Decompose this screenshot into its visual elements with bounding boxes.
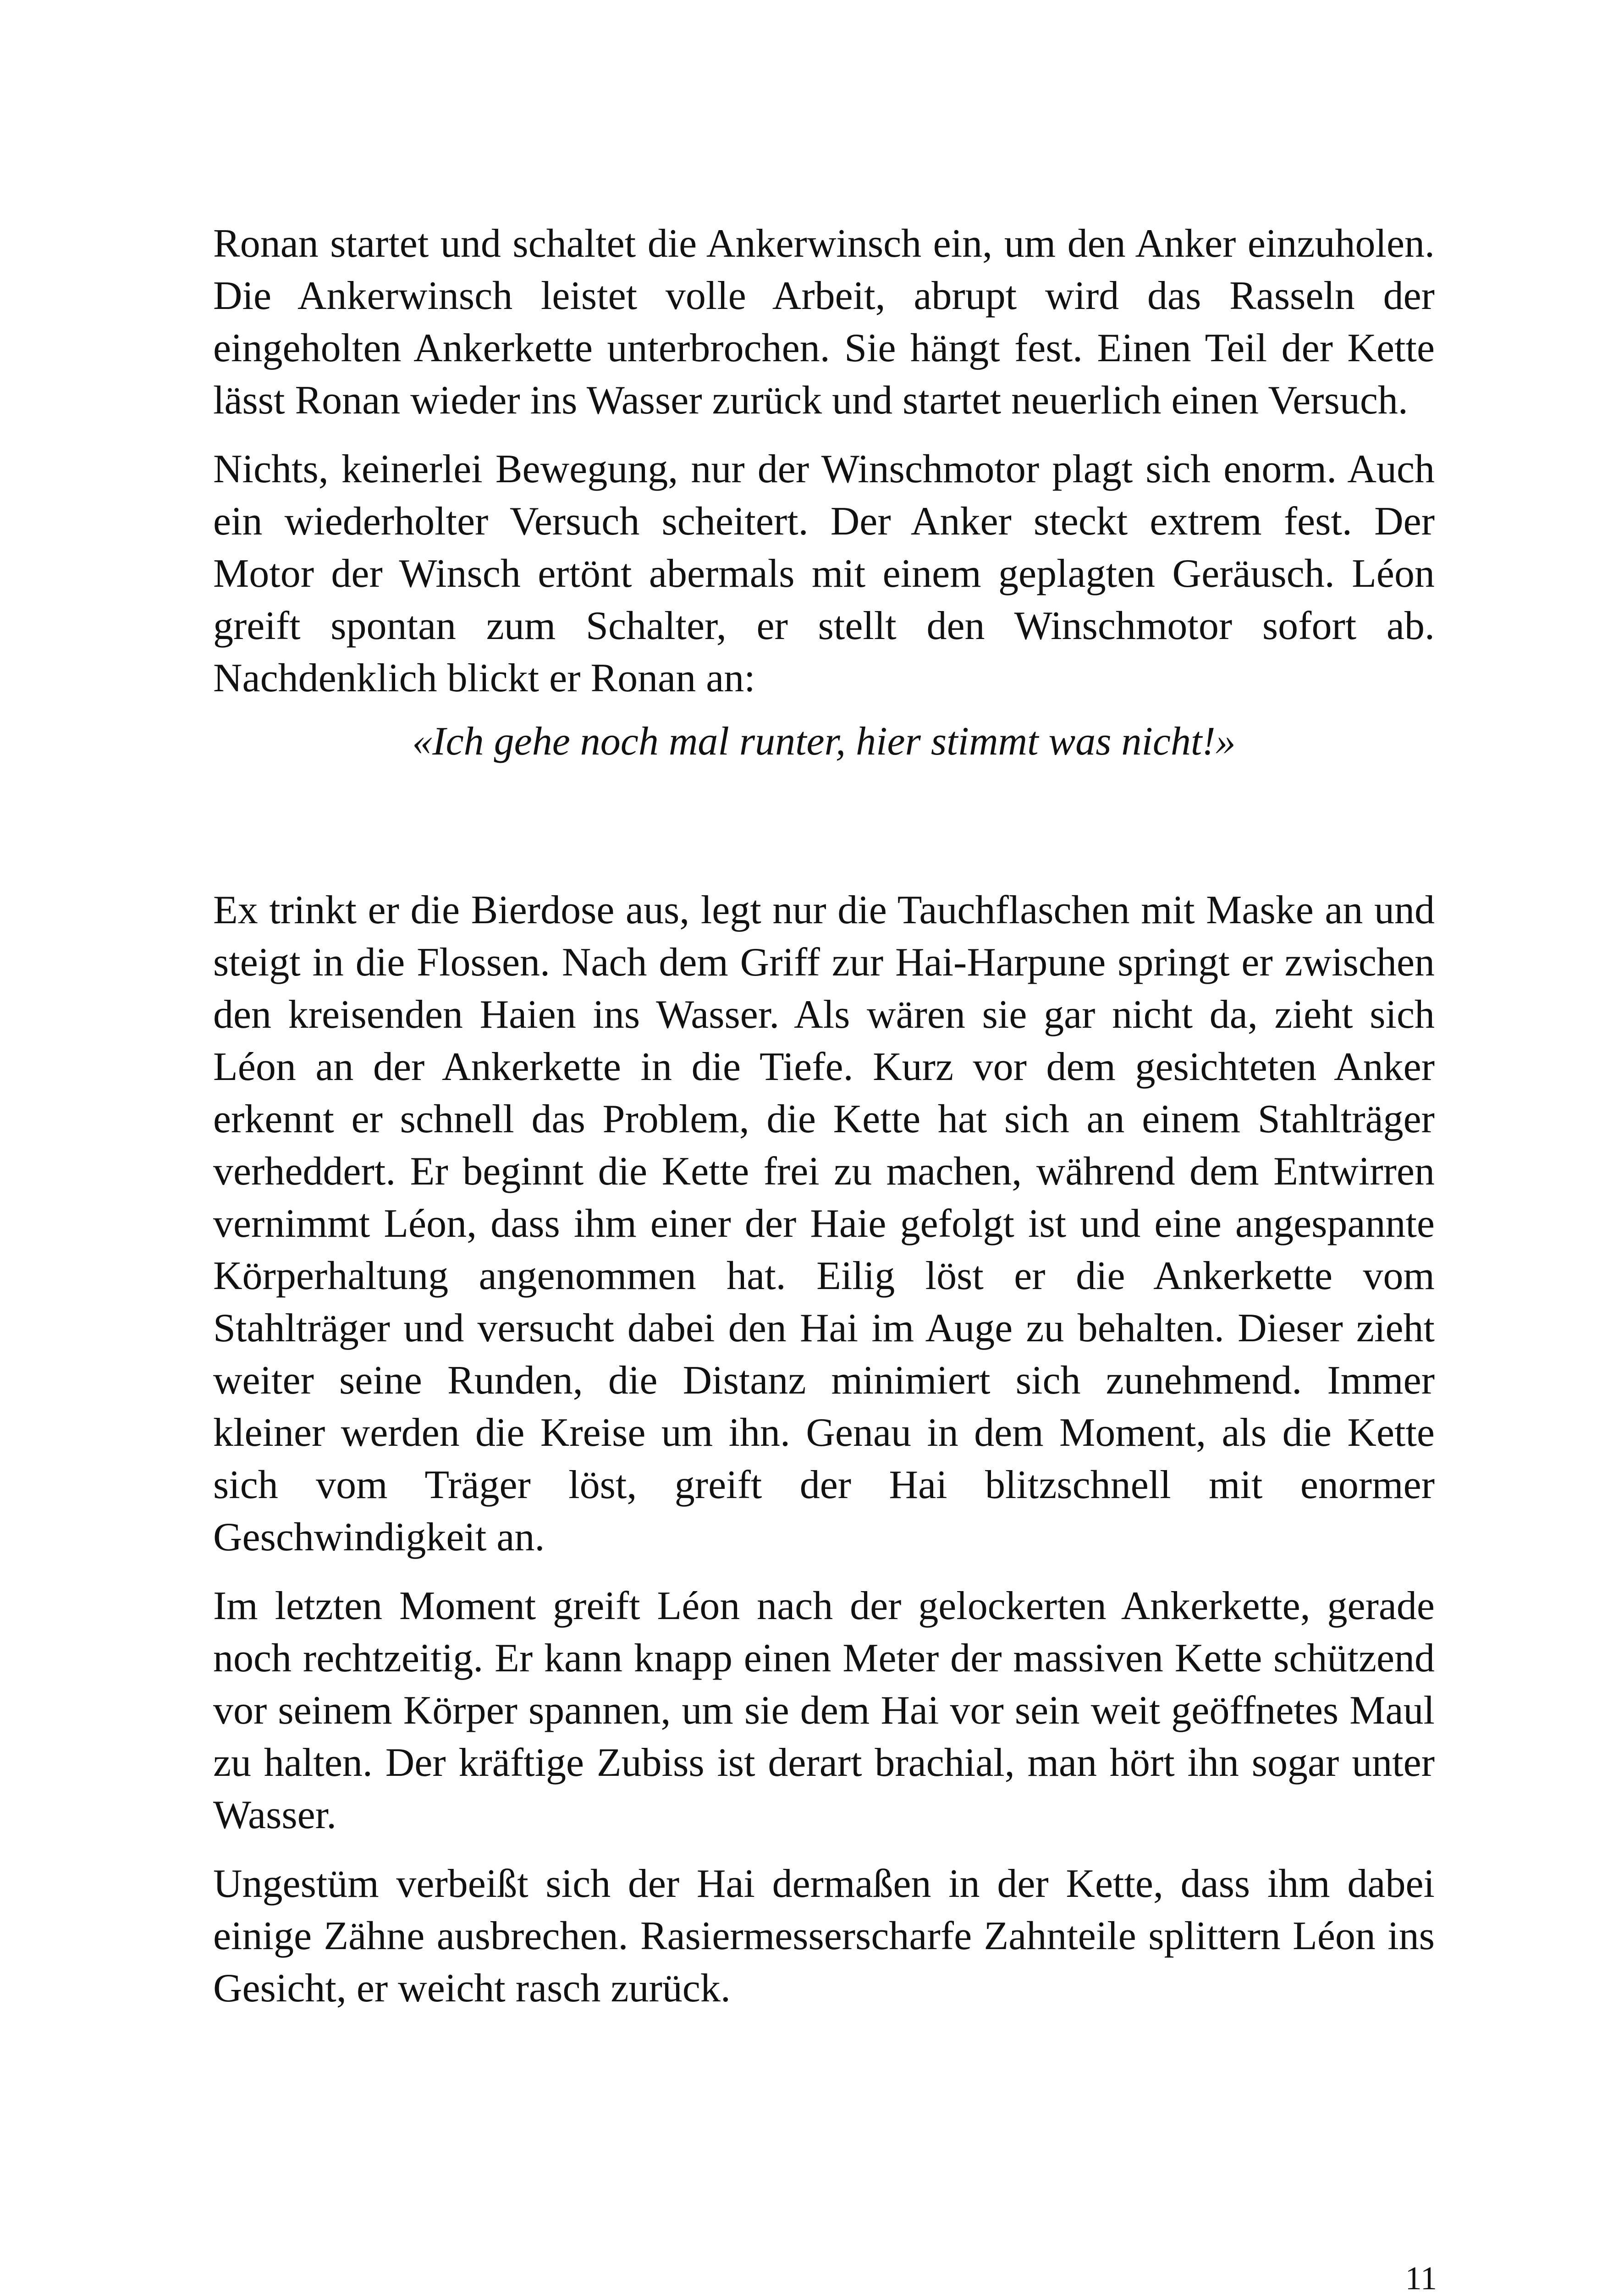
body-text bbox=[213, 218, 1435, 2015]
paragraph-3: Ex trinkt er die Bierdose aus, legt nur die Tauchflaschen mit Maske an und steigt in die Flossen. Nach dem Griff zur Hai-Harpune springt er zwischen den kreisenden Haien ins Wasser. Als wären sie gar nicht da, zieht sich Léon an der Ankerkette in die Tiefe. Kurz vor dem gesichteten Anker erkennt er schnell das Problem, die Kette hat sich an einem Stahlträger verheddert. Er beginnt die Kette frei zu machen, während dem Entwirren vernimmt Léon, dass ihm einer der Haie gefolgt ist und eine angespannte Körperhaltung angenommen hat. Eilig löst er die Ankerkette vom Stahlträger und versucht dabei den Hai im Auge zu behalten. Dieser zieht weiter seine Runden, die Distanz minimiert sich zunehmend. Immer kleiner werden die Kreise um ihn. Genau in dem Moment, als die Kette sich vom Träger löst, greift der Hai blitzschnell mit enormer Geschwindigkeit an. bbox=[213, 888, 1435, 1559]
paragraph-4: Im letzten Moment greift Léon nach der gelockerten Ankerkette, gerade noch rechtzeitig. Er kann knapp einen Meter der massiven Kette schützend vor seinem Körper spannen, um sie dem Hai vor sein weit geöffnetes Maul zu halten. Der kräftige Zubiss ist derart brachial, man hört ihn sogar unter Wasser. bbox=[213, 1584, 1435, 1837]
paragraph-2: Nichts, keinerlei Bewegung, nur der Winschmotor plagt sich enorm. Auch ein wiederholter Versuch scheitert. Der Anker steckt extrem fest. Der Motor der Winsch ertönt abermals mit einem geplagten Geräusch. Léon greift spontan zum Schalter, er stellt den Winschmotor sofort ab. Nachdenklich blickt er Ronan an: bbox=[213, 447, 1435, 700]
page-number: 11 bbox=[1405, 2260, 1437, 2292]
paragraph-1: Ronan startet und schaltet die Ankerwinsch ein, um den Anker einzuholen. Die Ankerwinsch leistet volle Arbeit, abrupt wird das Rasseln der eingeholten Ankerkette unterbrochen. Sie hängt fest. Einen Teil der Kette lässt Ronan wieder ins Wasser zurück und startet neuerlich einen Versuch. bbox=[213, 221, 1435, 423]
dialogue-quote: «Ich gehe noch mal runter, hier stimmt was nicht!» bbox=[412, 719, 1236, 764]
paragraph-5: Ungestüm verbeißt sich der Hai dermaßen in der Kette, dass ihm dabei einige Zähne ausbrechen. Rasiermesserscharfe Zahnteile splittern Léon ins Gesicht, er weicht rasch zurück. bbox=[213, 1862, 1435, 2011]
